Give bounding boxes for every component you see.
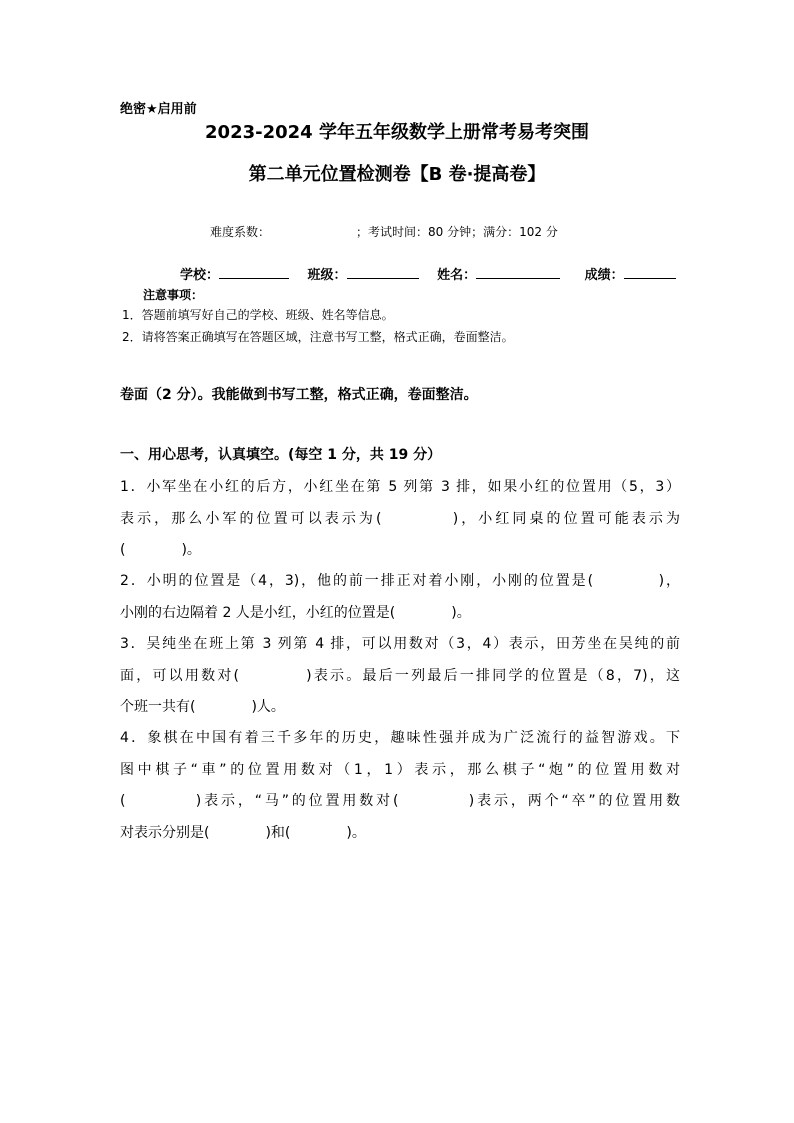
question-2	[120, 566, 680, 629]
notice-item-1: 1．答题前填写好自己的学校、班级、姓名等信息。	[122, 308, 394, 322]
name-input[interactable]	[476, 266, 560, 279]
difficulty-label: 难度系数：	[210, 225, 271, 239]
name-label: 姓名：	[437, 268, 477, 283]
question-2-line: 小刚的右边隔着 2 人是小红，小红的位置是( )。	[120, 604, 471, 621]
question-3	[120, 629, 680, 724]
notice-item-2: 2．请将答案正确填写在答题区域，注意书写工整，格式正确，卷面整洁。	[122, 330, 514, 344]
question-4-line: ( )表示，“马”的位置用数对( )表示，两个“卒”的位置用数	[120, 793, 680, 809]
school-label: 学校：	[180, 268, 220, 283]
neatness-statement: 卷面（2 分）。我能做到书写工整，格式正确，卷面整洁。	[120, 387, 478, 403]
exam-info: ；考试时间：80 分钟；满分：102 分	[356, 225, 558, 239]
secret-mark: 绝密★启用前	[120, 102, 197, 117]
question-4-line: 对表示分别是( )和( )。	[120, 824, 366, 841]
question-3-line: 个班一共有( )人。	[120, 699, 285, 715]
notice-heading: 注意事项：	[143, 288, 204, 302]
question-4-line: 图中棋子“車”的位置用数对（1，1）表示，那么棋子“炮”的位置用数对	[120, 761, 680, 778]
question-3-line: 3．吴纯坐在班上第 3 列第 4 排，可以用数对（3，4）表示，田芳坐在吴纯的前	[120, 636, 680, 652]
score-label: 成绩：	[584, 268, 624, 283]
question-3-line: 面，可以用数对( )表示。最后一列最后一排同学的位置是（8，7)，这	[120, 667, 680, 684]
question-1	[120, 472, 680, 567]
school-input[interactable]	[219, 266, 289, 279]
section-1-heading: 一、用心思考，认真填空。(每空 1 分，共 19 分）	[120, 447, 442, 463]
question-1-line: ( )。	[120, 542, 201, 558]
question-2-line: 2．小明的位置是（4，3)，他的前一排正对着小刚，小刚的位置是( )，	[120, 573, 680, 589]
question-4-line: 4．象棋在中国有着三千多年的历史，趣味性强并成为广泛流行的益智游戏。下	[120, 730, 680, 746]
question-4	[120, 723, 680, 849]
title-line-2: 第二单元位置检测卷【B 卷·提高卷】	[248, 164, 546, 185]
class-label: 班级：	[307, 268, 347, 283]
class-input[interactable]	[347, 266, 419, 279]
title-line-1: 2023-2024 学年五年级数学上册常考易考突围	[205, 122, 589, 143]
question-1-line: 表示，那么小军的位置可以表示为( )，小红同桌的位置可能表示为	[120, 510, 680, 527]
question-1-line: 1．小军坐在小红的后方，小红坐在第 5 列第 3 排，如果小红的位置用（5，3）	[120, 479, 680, 495]
student-info-fields	[180, 264, 684, 283]
score-input[interactable]	[624, 266, 676, 279]
exam-meta	[210, 223, 558, 240]
